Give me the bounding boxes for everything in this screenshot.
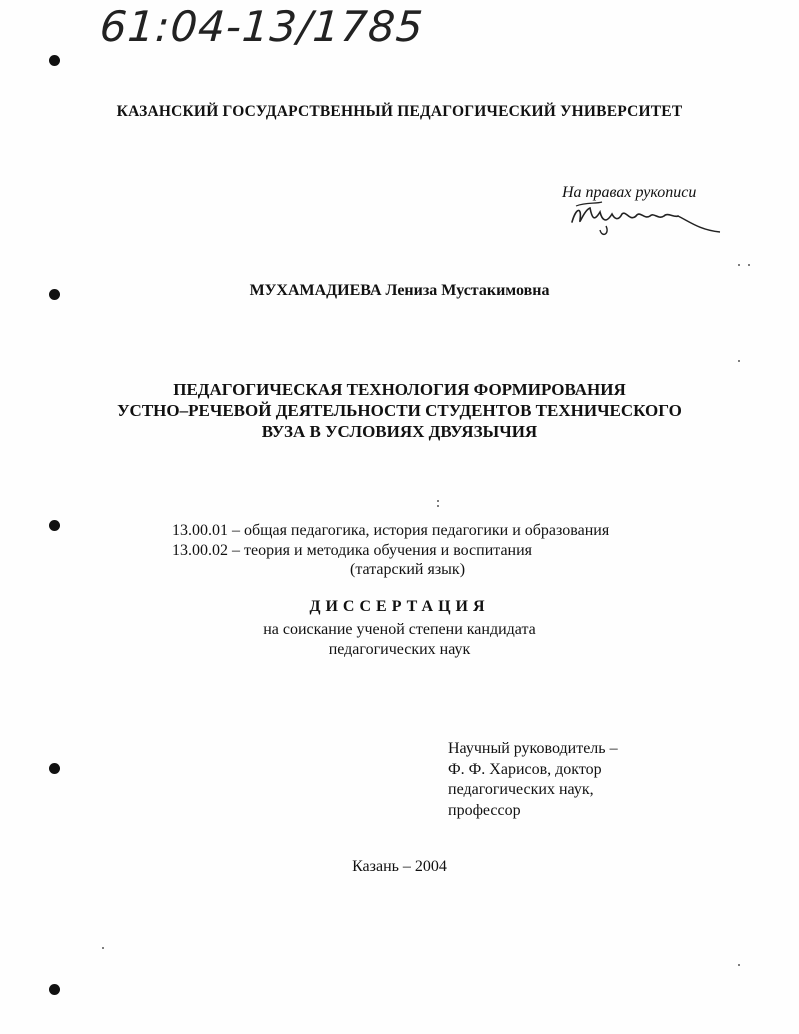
scan-speck xyxy=(738,264,740,266)
author-name xyxy=(0,282,799,300)
specialty-language: (татарский язык) xyxy=(350,561,466,578)
degree-line-1: на соискание ученой степени кандидата xyxy=(263,621,536,638)
supervisor-line-4: профессор xyxy=(448,801,521,819)
specialty-line-1: 13.00.01 – общая педагогика, история педагогики и образования xyxy=(172,522,610,539)
supervisor-line-2: Ф. Ф. Харисов, доктор xyxy=(448,760,602,778)
degree-sought xyxy=(0,620,799,660)
document-type: ДИССЕРТАЦИЯ xyxy=(309,598,490,615)
title-line-1: ПЕДАГОГИЧЕСКАЯ ТЕХНОЛОГИЯ ФОРМИРОВАНИЯ xyxy=(173,380,626,399)
supervisor-line-1: Научный руководитель – xyxy=(448,740,618,757)
binder-hole-1 xyxy=(49,55,60,66)
title-line-2: УСТНО–РЕЧЕВОЙ ДЕЯТЕЛЬНОСТИ СТУДЕНТОВ ТЕХНИЧЕСКОГО xyxy=(117,401,682,420)
scientific-supervisor xyxy=(448,739,618,821)
specialty-line-2: 13.00.02 – теория и методика обучения и воспитания xyxy=(172,542,533,559)
manuscript-rights-note: На правах рукописи xyxy=(562,184,697,201)
binder-hole-3 xyxy=(49,520,60,531)
scan-speck xyxy=(738,360,740,362)
degree-line-2: педагогических наук xyxy=(328,641,471,658)
author-surname: МУХАМАДИЕВА xyxy=(249,282,382,299)
binder-hole-4 xyxy=(49,763,60,774)
scan-speck xyxy=(437,500,439,502)
scan-speck xyxy=(437,505,439,507)
specialty-codes xyxy=(172,521,609,561)
city-year: Казань – 2004 xyxy=(352,858,447,875)
institution-name: КАЗАНСКИЙ ГОСУДАРСТВЕННЫЙ ПЕДАГОГИЧЕСКИЙ УНИВЕРСИТЕТ xyxy=(116,103,683,120)
title-line-3: ВУЗА В УСЛОВИЯХ ДВУЯЗЫЧИЯ xyxy=(261,422,538,441)
author-signature xyxy=(566,200,726,242)
scan-speck xyxy=(748,264,750,266)
scan-speck xyxy=(102,947,104,949)
scan-speck xyxy=(738,964,740,966)
archive-number: 61:04-13/1785 xyxy=(98,2,426,51)
dissertation-title xyxy=(0,379,799,442)
author-given-names: Лениза Мустакимовна xyxy=(385,282,550,299)
supervisor-line-3: педагогических наук, xyxy=(448,781,594,798)
binder-hole-5 xyxy=(49,984,60,995)
